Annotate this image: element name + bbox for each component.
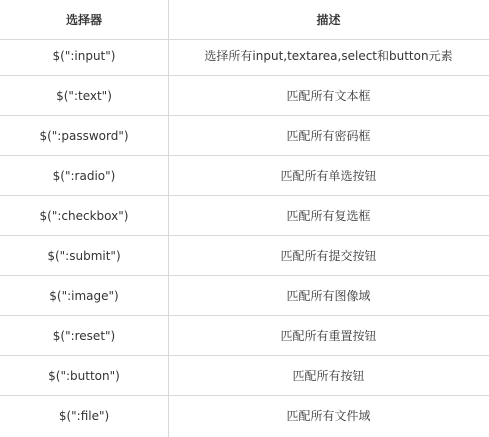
description-cell: 匹配所有单选按钮 bbox=[280, 169, 377, 183]
description-cell: 选择所有input,textarea,select和button元素 bbox=[204, 49, 453, 63]
header-selector: 选择器 bbox=[65, 13, 102, 27]
selector-cell: $(":input") bbox=[52, 49, 116, 63]
selector-cell: $(":checkbox") bbox=[39, 209, 129, 223]
table-row bbox=[0, 36, 489, 76]
selector-cell: $(":submit") bbox=[47, 249, 121, 263]
table-row bbox=[0, 236, 489, 276]
selector-cell: $(":password") bbox=[39, 129, 129, 143]
description-cell: 匹配所有图像域 bbox=[286, 289, 371, 303]
description-cell: 匹配所有复选框 bbox=[286, 209, 371, 223]
table-row bbox=[0, 76, 489, 116]
table-row bbox=[0, 276, 489, 316]
table-row bbox=[0, 316, 489, 356]
description-cell: 匹配所有按钮 bbox=[292, 369, 365, 383]
description-cell: 匹配所有文本框 bbox=[286, 89, 371, 103]
selector-cell: $(":reset") bbox=[52, 329, 116, 343]
table-row bbox=[0, 116, 489, 156]
table-row bbox=[0, 156, 489, 196]
table-row bbox=[0, 356, 489, 396]
description-cell: 匹配所有密码框 bbox=[286, 129, 371, 143]
table-row bbox=[0, 396, 489, 436]
table-header-row bbox=[0, 0, 489, 40]
description-cell: 匹配所有提交按钮 bbox=[280, 249, 377, 263]
selector-cell: $(":radio") bbox=[52, 169, 116, 183]
selector-cell: $(":button") bbox=[48, 369, 120, 383]
table-row bbox=[0, 196, 489, 236]
selector-cell: $(":file") bbox=[58, 409, 110, 423]
description-cell: 匹配所有文件域 bbox=[286, 409, 371, 423]
header-description: 描述 bbox=[316, 13, 341, 27]
description-cell: 匹配所有重置按钮 bbox=[280, 329, 377, 343]
selector-cell: $(":image") bbox=[49, 289, 119, 303]
selector-cell: $(":text") bbox=[56, 89, 112, 103]
